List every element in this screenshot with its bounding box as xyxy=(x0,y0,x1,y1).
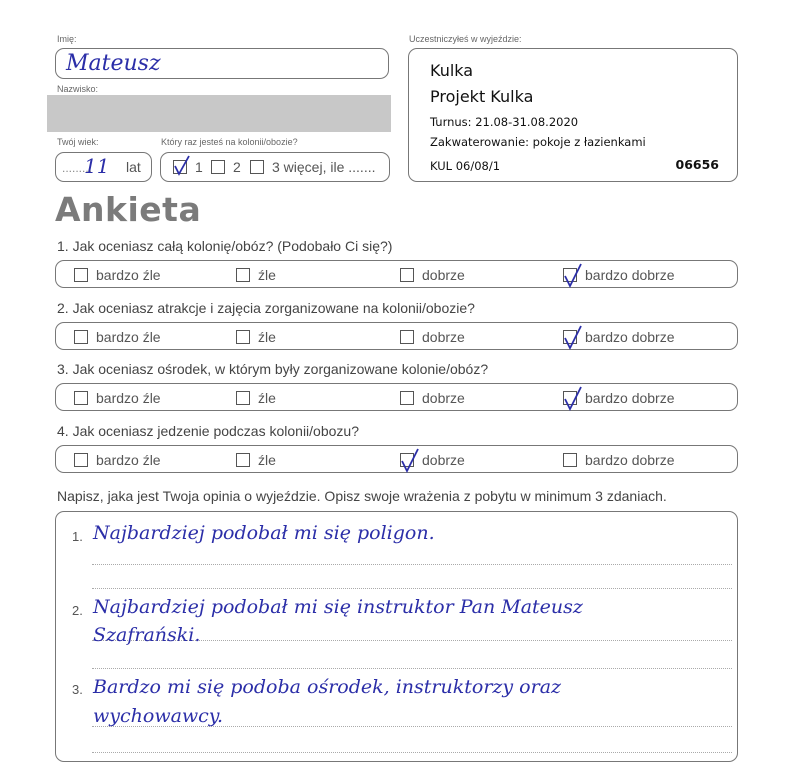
rating-option[interactable]: bardzo źle xyxy=(74,267,161,283)
question-4-text: 4. Jak oceniasz jedzenie podczas kolonii/obozu? xyxy=(57,423,359,439)
checkbox[interactable] xyxy=(236,330,250,344)
rating-option[interactable]: źle xyxy=(236,267,276,283)
rating-option[interactable]: dobrze xyxy=(400,390,465,406)
checkbox[interactable] xyxy=(173,160,187,174)
rating-option[interactable]: źle xyxy=(236,390,276,406)
opinion-prompt: Napisz, jaka jest Twoja opinia o wyjeździe. Opisz swoje wrażenia z pobytu w minimum 3 zdaniach. xyxy=(57,488,667,504)
ktory-raz-option-3[interactable]: 3 więcej, ile ....... xyxy=(250,159,375,175)
checkbox[interactable] xyxy=(74,330,88,344)
checkbox[interactable] xyxy=(74,453,88,467)
opinion-line-5: wychowawcy. xyxy=(93,705,224,727)
checkbox[interactable] xyxy=(400,330,414,344)
opinion-line-4: Bardzo mi się podoba ośrodek, instruktorzy oraz xyxy=(93,676,562,698)
checkbox[interactable] xyxy=(74,268,88,282)
wiek-field[interactable] xyxy=(55,152,152,182)
checkmark-icon xyxy=(562,325,584,351)
wiek-dots: ......... xyxy=(62,161,93,175)
checkbox[interactable] xyxy=(211,160,225,174)
trip-zakwaterowanie: Zakwaterowanie: pokoje z łazienkami xyxy=(430,135,646,149)
rating-option[interactable]: dobrze xyxy=(400,267,465,283)
ktory-raz-option-1[interactable]: 1 xyxy=(173,159,203,175)
checkbox[interactable] xyxy=(400,453,414,467)
checkbox[interactable] xyxy=(236,391,250,405)
trip-turnus: Turnus: 21.08-31.08.2020 xyxy=(430,115,579,129)
checkbox[interactable] xyxy=(563,268,577,282)
imie-value: Mateusz xyxy=(66,51,161,76)
rating-option[interactable]: bardzo źle xyxy=(74,390,161,406)
question-1-text: 1. Jak oceniasz całą kolonię/obóz? (Podobało Ci się?) xyxy=(57,238,393,254)
checkbox[interactable] xyxy=(400,268,414,282)
trip-label: Uczestniczyłeś w wyjeździe: xyxy=(409,34,522,44)
trip-box xyxy=(408,48,738,182)
imie-label: Imię: xyxy=(57,34,77,44)
ktory-raz-label: Który raz jesteś na kolonii/obozie? xyxy=(161,137,298,147)
rating-option[interactable]: dobrze xyxy=(400,329,465,345)
checkbox[interactable] xyxy=(236,453,250,467)
wiek-label: Twój wiek: xyxy=(57,137,99,147)
wiek-unit: lat xyxy=(126,159,141,175)
wiek-value: 11 xyxy=(84,154,110,178)
checkbox[interactable] xyxy=(563,391,577,405)
trip-number: 06656 xyxy=(675,157,719,172)
opinion-number-2: 2. xyxy=(72,603,83,618)
ktory-raz-field xyxy=(160,152,390,182)
trip-code: KUL 06/08/1 xyxy=(430,159,501,173)
opinion-number-3: 3. xyxy=(72,682,83,697)
rating-option[interactable]: bardzo źle xyxy=(74,329,161,345)
rating-option[interactable]: bardzo źle xyxy=(74,452,161,468)
question-3-options xyxy=(55,383,738,411)
checkbox[interactable] xyxy=(400,391,414,405)
trip-line2: Projekt Kulka xyxy=(430,87,534,106)
checkbox[interactable] xyxy=(74,391,88,405)
question-2-options xyxy=(55,322,738,350)
nazwisko-label: Nazwisko: xyxy=(57,84,99,94)
rating-option[interactable]: źle xyxy=(236,452,276,468)
checkmark-icon xyxy=(399,448,421,474)
checkbox[interactable] xyxy=(563,330,577,344)
imie-field[interactable] xyxy=(55,48,389,79)
opinion-line-2: Najbardziej podobał mi się instruktor Pan Mateusz xyxy=(93,596,583,618)
rating-option[interactable]: bardzo dobrze xyxy=(563,390,675,406)
ktory-raz-option-2[interactable]: 2 xyxy=(211,159,241,175)
rating-option[interactable]: bardzo dobrze xyxy=(563,329,675,345)
opinion-number-1: 1. xyxy=(72,529,83,544)
question-3-text: 3. Jak oceniasz ośrodek, w którym były zorganizowane kolonie/obóz? xyxy=(57,361,489,377)
checkmark-icon xyxy=(562,263,584,289)
question-2-text: 2. Jak oceniasz atrakcje i zajęcia zorganizowane na kolonii/obozie? xyxy=(57,300,475,316)
checkbox[interactable] xyxy=(250,160,264,174)
checkbox[interactable] xyxy=(236,268,250,282)
opinion-line-1: Najbardziej podobał mi się poligon. xyxy=(93,522,435,544)
opinion-line-3: Szafrański. xyxy=(93,624,201,646)
rating-option[interactable]: bardzo dobrze xyxy=(563,452,675,468)
rating-option[interactable]: źle xyxy=(236,329,276,345)
nazwisko-redacted xyxy=(47,95,391,132)
checkmark-icon xyxy=(172,155,192,177)
checkbox[interactable] xyxy=(563,453,577,467)
checkmark-icon xyxy=(562,386,584,412)
question-1-options xyxy=(55,260,738,288)
page-title: Ankieta xyxy=(55,190,202,229)
question-4-options xyxy=(55,445,738,473)
trip-line1: Kulka xyxy=(430,61,474,80)
rating-option[interactable]: dobrze xyxy=(400,452,465,468)
rating-option[interactable]: bardzo dobrze xyxy=(563,267,675,283)
